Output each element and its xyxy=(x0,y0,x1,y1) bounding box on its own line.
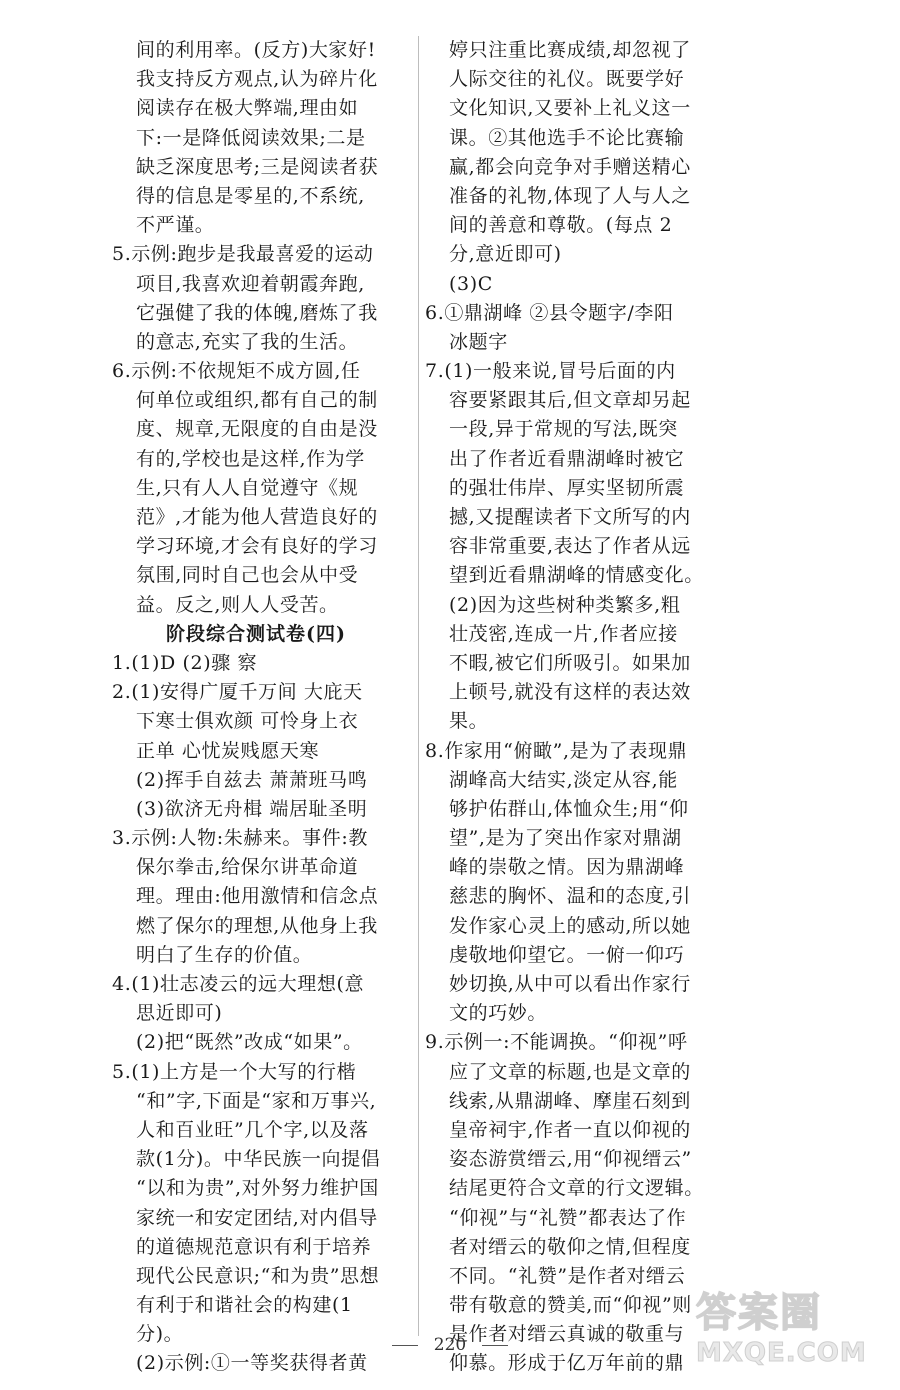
right-column xyxy=(425,36,713,1379)
text-line: 的意志,充实了我的生活。 xyxy=(136,330,359,353)
text-line: 学习环境,才会有良好的学习 xyxy=(136,535,378,558)
left-column xyxy=(112,36,412,1379)
text-line: 结尾更符合文章的行文逻辑。 xyxy=(449,1177,704,1200)
text-line: 我支持反方观点,认为碎片化 xyxy=(136,68,378,91)
text-line: 姿态游赏缙云,用“仰视缙云” xyxy=(449,1148,692,1171)
text-line: 望到近看鼎湖峰的情感变化。 xyxy=(449,564,704,587)
text-line: (2)示例:①一等奖获得者黄 xyxy=(136,1352,368,1375)
text-line: 人和百业旺”几个字,以及落 xyxy=(136,1118,369,1141)
text-line: 望”,是为了突出作家对鼎湖 xyxy=(449,827,682,850)
text-line: 的强壮伟岸、厚实坚韧所震 xyxy=(449,476,685,499)
page-number: 220 xyxy=(433,1335,467,1355)
text-line: 7.(1)一般来说,冒号后面的内 xyxy=(425,360,676,383)
text-line: 出了作者近看鼎湖峰时被它 xyxy=(449,447,685,470)
text-line: 是作者对缙云真诚的敬重与 xyxy=(449,1323,685,1346)
watermark-top-text: 答案圈 xyxy=(696,1290,822,1336)
text-line: 皇帝祠宇,作者一直以仰视的 xyxy=(449,1118,691,1141)
text-line: 益。反之,则人人受苦。 xyxy=(136,593,339,616)
text-line: 文化知识,又要补上礼义这一 xyxy=(449,97,691,120)
text-line: 有的,学校也是这样,作为学 xyxy=(136,447,365,470)
text-line: 者对缙云的敬仰之情,但程度 xyxy=(449,1235,691,1258)
text-line: 3.示例:人物:朱赫来。事件:教 xyxy=(112,827,368,850)
text-line: “以和为贵”,对外努力维护国 xyxy=(136,1177,379,1200)
text-line: 5.(1)上方是一个大写的行楷 xyxy=(112,1060,357,1083)
text-line: 不暇,被它们所吸引。如果加 xyxy=(449,651,691,674)
text-line: 生,只有人人自觉遵守《规 xyxy=(136,476,359,499)
text-line: 不同。“礼赞”是作者对缙云 xyxy=(449,1264,686,1287)
text-line: 的道德规范意识有利于培养 xyxy=(136,1235,372,1258)
text-line: 分)。 xyxy=(136,1323,184,1346)
text-line: 何单位或组织,都有自己的制 xyxy=(136,389,378,412)
text-line: 婷只注重比赛成绩,却忽视了 xyxy=(449,39,691,61)
text-line: 6.示例:不依规矩不成方圆,任 xyxy=(112,360,361,383)
text-line: 度、规章,无限度的自由是没 xyxy=(136,418,378,441)
text-line: 容要紧跟其后,但文章却另起 xyxy=(449,389,691,412)
text-line: 文的巧妙。 xyxy=(449,1002,548,1025)
text-line: 课。②其他选手不论比赛输 xyxy=(449,126,685,149)
text-line: 够护佑群山,体恤众生;用“仰 xyxy=(449,797,689,820)
text-line: 冰题字 xyxy=(449,330,508,353)
text-line: 明白了生存的价值。 xyxy=(136,943,313,966)
text-line: (2)因为这些树种类繁多,粗 xyxy=(449,593,681,616)
text-line: 理。理由:他用激情和信念点 xyxy=(136,885,379,908)
text-line: (3)欲济无舟楫 端居耻圣明 xyxy=(136,797,368,820)
text-line: 壮茂密,连成一片,作者应接 xyxy=(449,622,678,645)
watermark-logo xyxy=(696,1290,886,1382)
text-line: 缺乏深度思考;三是阅读者获 xyxy=(136,155,379,178)
text-line: 不严谨。 xyxy=(136,214,215,237)
text-line: 准备的礼物,体现了人与人之 xyxy=(449,184,691,207)
text-line: 一段,异于常规的写法,既突 xyxy=(449,418,678,441)
text-line: 它强健了我的体魄,磨炼了我 xyxy=(136,301,378,324)
text-line: (3)C xyxy=(449,272,493,295)
text-line: 间的善意和尊敬。(每点 2 xyxy=(449,214,673,237)
text-line: 果。 xyxy=(449,710,489,733)
text-line: 赢,都会向竞争对手赠送精心 xyxy=(449,155,691,178)
text-line: 保尔拳击,给保尔讲革命道 xyxy=(136,856,359,879)
text-line: 湖峰高大结实,淡定从容,能 xyxy=(449,768,678,791)
text-line: 6.①鼎湖峰 ②县令题字/李阳 xyxy=(425,301,674,324)
text-line: 慈悲的胸怀、温和的态度,引 xyxy=(449,885,691,908)
text-line: 发作家心灵上的感动,所以她 xyxy=(449,914,691,937)
text-line: 款(1分)。中华民族一向提倡 xyxy=(136,1148,381,1171)
text-line: 9.示例一:不能调换。“仰视”呼 xyxy=(425,1031,688,1054)
column-divider xyxy=(418,36,419,1336)
text-line: 虔敬地仰望它。一俯一仰巧 xyxy=(449,943,685,966)
text-line: 得的信息是零星的,不系统, xyxy=(136,184,365,207)
watermark-bottom-text: MXQE.COM xyxy=(696,1338,867,1368)
text-line: 容非常重要,表达了作者从远 xyxy=(449,535,691,558)
text-line: 人际交往的礼仪。既要学好 xyxy=(449,68,685,91)
footer-dash-right xyxy=(482,1345,508,1346)
text-line: 项目,我喜欢迎着朝霞奔跑, xyxy=(136,272,365,295)
text-line: 正单 心忧炭贱愿天寒 xyxy=(136,739,320,762)
text-line: 上顿号,就没有这样的表达效 xyxy=(449,681,691,704)
text-line: 氛围,同时自己也会从中受 xyxy=(136,564,359,587)
text-line: 阅读存在极大弊端,理由如 xyxy=(136,97,359,120)
text-line: 范》,才能为他人营造良好的 xyxy=(136,506,378,528)
text-line: 下寒士俱欢颜 可怜身上衣 xyxy=(136,710,359,733)
text-line: 仰慕。形成于亿万年前的鼎 xyxy=(449,1352,685,1375)
text-line: “和”字,下面是“家和万事兴, xyxy=(136,1089,377,1112)
text-line: 线索,从鼎湖峰、摩崖石刻到 xyxy=(449,1089,691,1112)
text-line: 2.(1)安得广厦千万间 大庇天 xyxy=(112,681,363,704)
text-line: 撼,又提醒读者下文所写的内 xyxy=(449,506,691,528)
text-line: 间的利用率。(反方)大家好! xyxy=(136,39,376,61)
text-line: 4.(1)壮志凌云的远大理想(意 xyxy=(112,973,365,995)
text-line: 现代公民意识;“和为贵”思想 xyxy=(136,1264,380,1287)
text-line: 带有敬意的赞美,而“仰视”则 xyxy=(449,1294,692,1317)
text-line: (2)把“既然”改成“如果”。 xyxy=(136,1031,363,1054)
text-line: 下:一是降低阅读效果;二是 xyxy=(136,126,366,149)
text-line: 妙切换,从中可以看出作家行 xyxy=(449,973,691,995)
text-line: 思近即可) xyxy=(136,1002,223,1025)
text-line: 分,意近即可) xyxy=(449,243,562,266)
footer-dash-left xyxy=(392,1345,418,1346)
text-line: “仰视”与“礼赞”都表达了作 xyxy=(449,1206,687,1229)
text-line: 燃了保尔的理想,从他身上我 xyxy=(136,914,378,937)
text-line: 8.作家用“俯瞰”,是为了表现鼎 xyxy=(425,739,688,762)
text-line: 5.示例:跑步是我最喜爱的运动 xyxy=(112,243,374,266)
text-line: 家统一和安定团结,对内倡导 xyxy=(136,1206,378,1229)
section-title: 阶段综合测试卷(四) xyxy=(166,622,346,645)
text-line: 1.(1)D (2)骤 察 xyxy=(112,651,258,674)
text-line: 有利于和谐社会的构建(1 xyxy=(136,1294,353,1317)
text-line: (2)挥手自兹去 萧萧班马鸣 xyxy=(136,768,368,791)
text-line: 应了文章的标题,也是文章的 xyxy=(449,1060,691,1083)
text-line: 峰的崇敬之情。因为鼎湖峰 xyxy=(449,856,685,879)
